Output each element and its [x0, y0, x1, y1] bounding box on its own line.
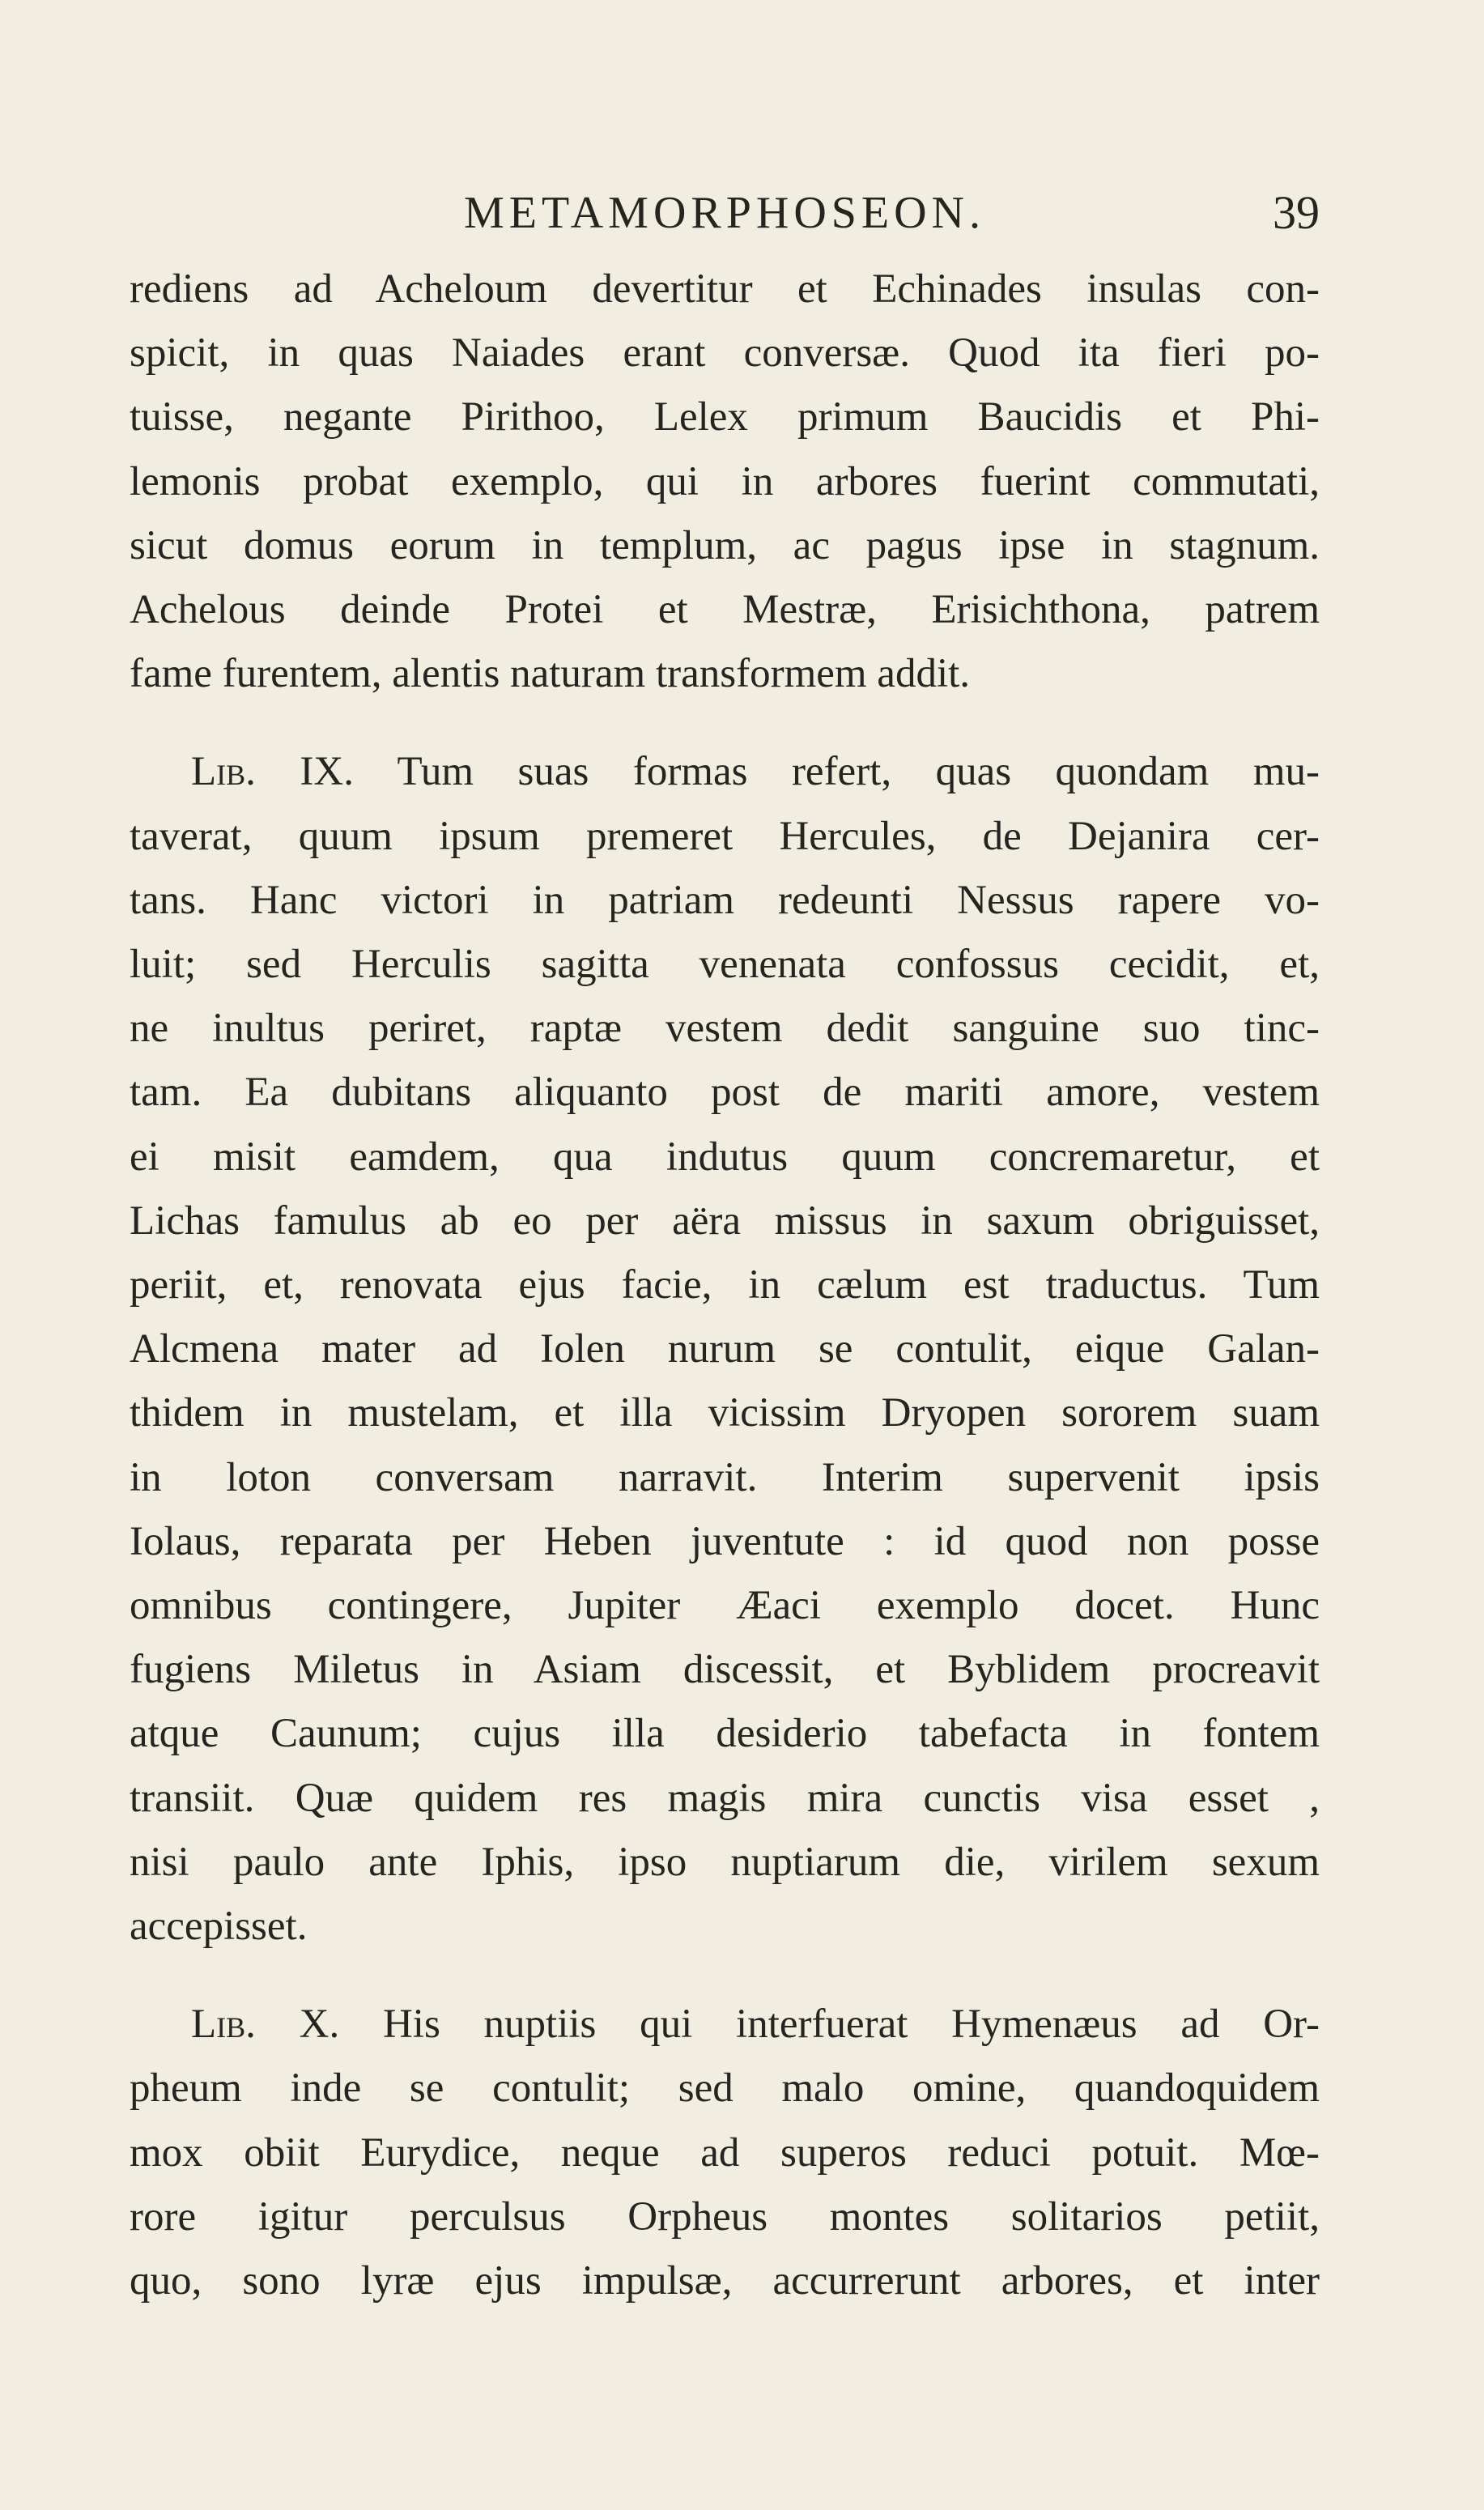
text-line: Achelous deinde Protei et Mestræ, Erisichthona, patrem: [130, 587, 1320, 633]
text-line: mox obiit Eurydice, neque ad superos reduci potuit. Mœ-: [130, 2129, 1320, 2176]
text-line-first: [130, 740, 1320, 804]
text-line: lemonis probat exemplo, qui in arbores fuerint commutati,: [130, 458, 1320, 504]
text-line: sicut domus eorum in templum, ac pagus ipse in stagnum.: [130, 522, 1320, 568]
paragraph-lib-ix: [130, 740, 1320, 1959]
text-line: tam. Ea dubitans aliquanto post de mariti amore, vestem: [130, 1070, 1320, 1116]
book-label: Lib. X.: [191, 2002, 340, 2048]
text-line: accepisset.: [130, 1904, 308, 1950]
text-line: taverat, quum ipsum premeret Hercules, de Dejanira cer-: [130, 813, 1320, 859]
body-text: [130, 257, 1320, 2313]
text-line: rediens ad Acheloum devertitur et Echinades insulas con-: [130, 266, 1320, 312]
paragraph-continued: [130, 257, 1320, 706]
text-line-first: [130, 1993, 1320, 2057]
text-line: atque Caunum; cujus illa desiderio tabefacta in fontem: [130, 1711, 1320, 1757]
text-line: fugiens Miletus in Asiam discessit, et Byblidem procreavit: [130, 1647, 1320, 1693]
text-line: ei misit eamdem, qua indutus quum concremaretur, et: [130, 1134, 1320, 1180]
running-head: METAMORPHOSEON.: [463, 188, 985, 238]
text-line: Lichas famulus ab eo per aëra missus in saxum obriguisset,: [130, 1198, 1320, 1244]
text-line: fame furentem, alentis naturam transformem addit.: [130, 651, 971, 697]
text-line-rest: His nuptiis qui interfuerat Hymenæus ad Or-: [339, 2002, 1320, 2048]
paragraph-lib-x: [130, 1993, 1320, 2313]
text-line: periit, et, renovata ejus facie, in cælum est traductus. Tum: [130, 1262, 1320, 1308]
text-line: ne inultus periret, raptæ vestem dedit sanguine suo tinc-: [130, 1006, 1320, 1052]
text-line: luit; sed Herculis sagitta venenata confossus cecidit, et,: [130, 942, 1320, 988]
text-line: tuisse, negante Pirithoo, Lelex primum Baucidis et Phi-: [130, 394, 1320, 440]
text-line: Iolaus, reparata per Heben juventute : id quod non posse: [130, 1518, 1320, 1564]
text-line-rest: Tum suas formas refert, quas quondam mu-: [353, 749, 1320, 795]
page-header: [130, 177, 1320, 249]
text-line: omnibus contingere, Jupiter Æaci exemplo docet. Hunc: [130, 1583, 1320, 1629]
page-number: 39: [1273, 186, 1320, 239]
text-line: quo, sono lyræ ejus impulsæ, accurrerunt arbores, et inter: [130, 2258, 1320, 2304]
text-line: transiit. Quæ quidem res magis mira cunctis visa esset ,: [130, 1775, 1320, 1821]
text-line: thidem in mustelam, et illa vicissim Dryopen sororem suam: [130, 1390, 1320, 1436]
text-line: nisi paulo ante Iphis, ipso nuptiarum die, virilem sexum: [130, 1839, 1320, 1885]
text-line: rore igitur perculsus Orpheus montes solitarios petiit,: [130, 2193, 1320, 2240]
text-line: in loton conversam narravit. Interim supervenit ipsis: [130, 1454, 1320, 1500]
book-label: Lib. IX.: [191, 749, 354, 795]
text-line: spicit, in quas Naiades erant conversæ. Quod ita fieri po-: [130, 330, 1320, 376]
text-line: pheum inde se contulit; sed malo omine, quandoquidem: [130, 2065, 1320, 2112]
text-line: tans. Hanc victori in patriam redeunti Nessus rapere vo-: [130, 877, 1320, 923]
text-line: Alcmena mater ad Iolen nurum se contulit, eique Galan-: [130, 1326, 1320, 1372]
